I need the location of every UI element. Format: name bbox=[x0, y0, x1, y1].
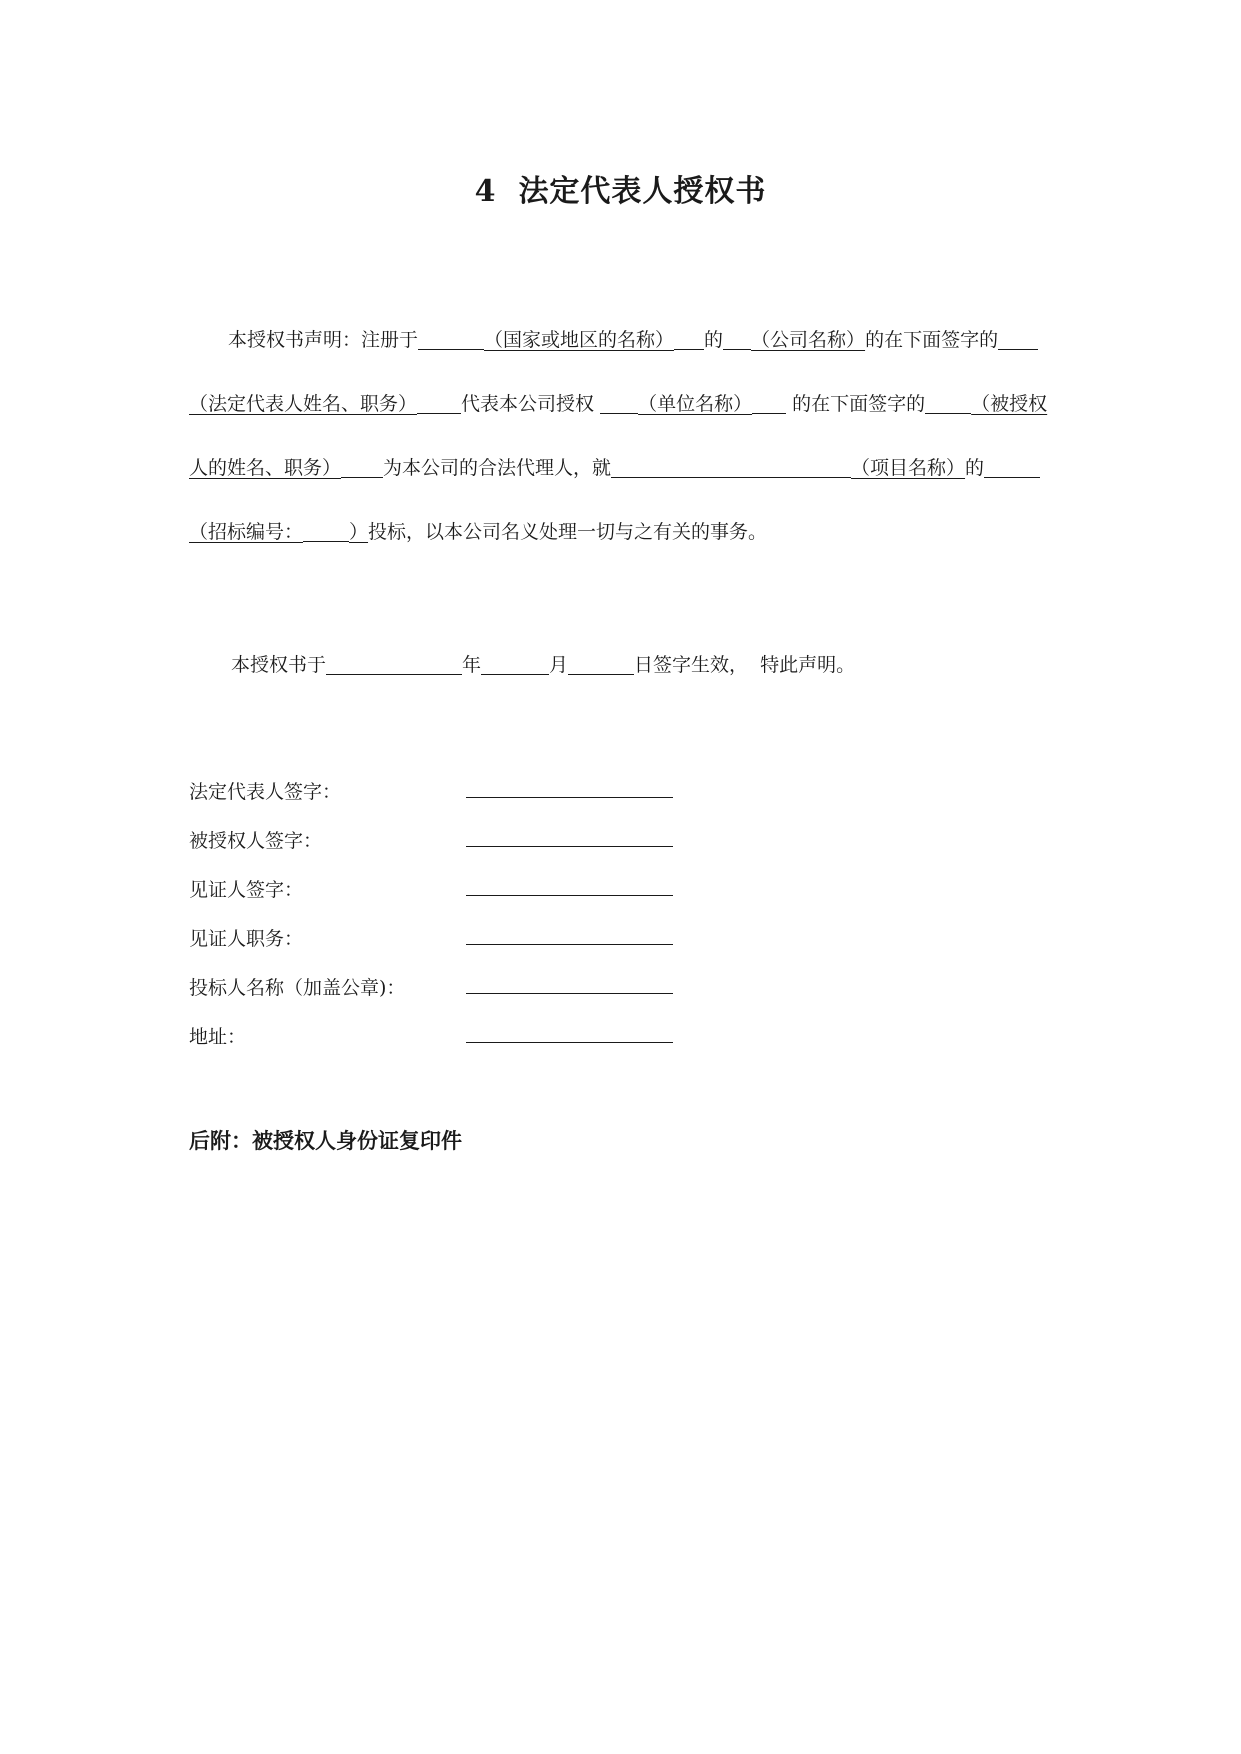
placeholder-company: （公司名称） bbox=[751, 329, 866, 351]
blank-company bbox=[723, 329, 751, 350]
signature-label-witness: 见证人签字： bbox=[189, 879, 304, 901]
signature-line-witness bbox=[466, 895, 673, 896]
statement-text: 本授权书声明：注册于 bbox=[228, 329, 419, 351]
year-label: 年 bbox=[462, 654, 482, 676]
statement-text: 为本公司的合法代理人，就 bbox=[383, 457, 612, 479]
effective-date-line bbox=[231, 653, 855, 677]
blank-grantee-end bbox=[341, 457, 383, 478]
signature-label-grantee: 被授权人签字： bbox=[189, 830, 323, 852]
signature-line-grantee bbox=[466, 846, 673, 847]
signature-line-address bbox=[466, 1042, 673, 1043]
appendix-note: 后附：被授权人身份证复印件 bbox=[189, 1128, 462, 1153]
blank-legal-rep bbox=[417, 393, 461, 414]
statement-text: 的在下面签字的 bbox=[865, 329, 999, 351]
placeholder-grantee-start: （被授权 bbox=[971, 393, 1048, 415]
effective-closing: 特此声明。 bbox=[760, 654, 856, 676]
blank-year bbox=[326, 654, 462, 675]
signature-label-witness-title: 见证人职务： bbox=[189, 928, 304, 950]
signature-line-bidder bbox=[466, 993, 673, 994]
blank-country-end bbox=[674, 329, 704, 350]
placeholder-legal-rep: （法定代表人姓名、职务） bbox=[189, 393, 418, 415]
placeholder-tender-no: （招标编号： bbox=[189, 521, 304, 543]
statement-text: 代表本公司授权 bbox=[461, 393, 595, 415]
statement-line-2 bbox=[189, 392, 1047, 416]
signature-line-witness-title bbox=[466, 944, 673, 945]
section-number: 4 bbox=[474, 174, 497, 209]
blank-country bbox=[418, 329, 484, 350]
placeholder-grantee-end: 人的姓名、职务） bbox=[189, 457, 342, 479]
signature-line-legal-rep bbox=[466, 797, 673, 798]
signature-label-address: 地址： bbox=[189, 1026, 247, 1048]
statement-line-4 bbox=[189, 520, 767, 544]
month-label: 月 bbox=[549, 654, 569, 676]
blank-day bbox=[568, 654, 634, 675]
statement-text: 的在下面签字的 bbox=[792, 393, 926, 415]
signature-label-bidder: 投标人名称（加盖公章)： bbox=[189, 977, 406, 999]
statement-line-3 bbox=[189, 456, 1040, 480]
blank-unit bbox=[600, 393, 638, 414]
blank-unit-end bbox=[752, 393, 786, 414]
blank-project bbox=[611, 457, 851, 478]
blank-grantee bbox=[925, 393, 971, 414]
page-title bbox=[0, 166, 1241, 210]
blank-tender-no bbox=[984, 457, 1040, 478]
placeholder-unit: （单位名称） bbox=[638, 393, 753, 415]
placeholder-project: （项目名称） bbox=[851, 457, 966, 479]
effective-prefix: 本授权书于 bbox=[231, 654, 327, 676]
statement-line-1 bbox=[228, 328, 1038, 352]
statement-text: 投标，以本公司名义处理一切与之有关的事务。 bbox=[368, 521, 768, 543]
statement-text: 的 bbox=[965, 457, 985, 479]
effective-suffix: 日签字生效， bbox=[634, 654, 749, 676]
statement-text: 的 bbox=[704, 329, 724, 351]
blank-month bbox=[481, 654, 549, 675]
placeholder-country: （国家或地区的名称） bbox=[484, 329, 675, 351]
placeholder-tender-no-close: ） bbox=[349, 521, 369, 543]
blank-tender-no-value bbox=[303, 521, 349, 542]
title-text: 法定代表人授权书 bbox=[518, 174, 767, 209]
signature-label-legal-rep: 法定代表人签字： bbox=[189, 781, 342, 803]
blank-trailing bbox=[998, 329, 1038, 350]
